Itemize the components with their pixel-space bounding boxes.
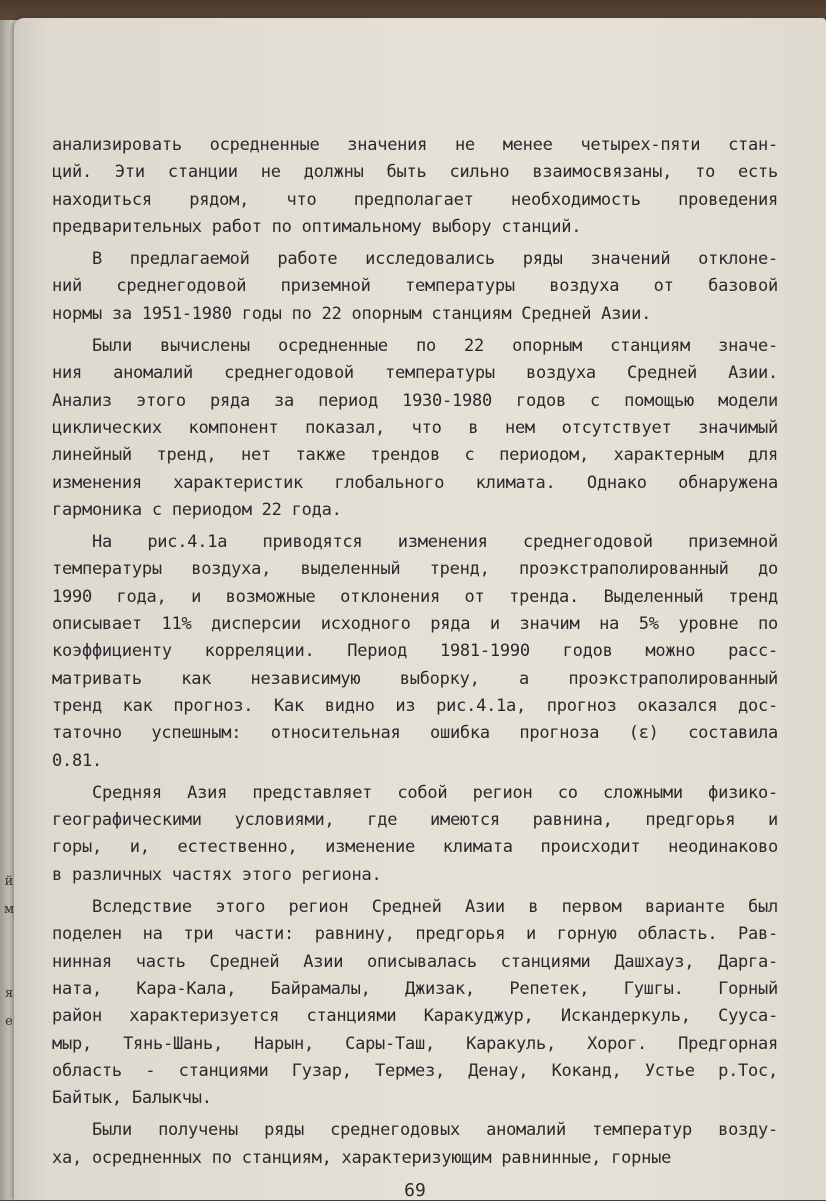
text-line: линейный тренд, нет также трендов с периодом, характерным для <box>52 445 778 466</box>
body-text <box>52 132 778 1177</box>
text-line: предварительных работ по оптимальному выбору станций. <box>52 216 582 237</box>
text-line: таточно успешным: относительная ошибка прогноза (ε) составила <box>52 723 778 744</box>
text-line: находиться рядом, что предполагает необходимость проведения <box>52 189 778 210</box>
text-line: поделен на три части: равнину, предгорья и горную область. Рав- <box>52 924 778 945</box>
text-line: Анализ этого ряда за период 1930-1980 годов с помощью модели <box>52 390 778 411</box>
text-line: район характеризуется станциями Каракуджур, Искандеркуль, Сууса- <box>52 1006 778 1027</box>
paragraph <box>52 894 778 1112</box>
text-line: изменения характеристик глобального климата. Однако обнаружена <box>52 472 778 493</box>
text-line: ний среднегодовой приземной температуры воздуха от базовой <box>52 276 778 297</box>
text-line: Байтык, Балыкчы. <box>52 1088 212 1109</box>
paragraph <box>52 1117 778 1172</box>
text-line: в различных частях этого региона. <box>52 864 382 885</box>
text-line: ната, Кара-Кала, Байрамалы, Джизак, Репетек, Гушгы. Горный <box>52 978 778 999</box>
paragraph <box>52 529 778 775</box>
text-line: Вследствие этого регион Средней Азии в первом варианте был <box>92 897 778 918</box>
adjacent-page-letter: е <box>5 1014 13 1029</box>
text-line: ций. Эти станции не должны быть сильно взаимосвязаны, то есть <box>52 162 778 183</box>
text-line: Были вычислены осредненные по 22 опорным станциям значе- <box>92 336 778 357</box>
page-number: 69 <box>404 1180 426 1201</box>
text-line: циклических компонент показал, что в нем отсутствует значимый <box>52 417 778 438</box>
paragraph <box>52 333 778 524</box>
text-line: географическими условиями, где имеются равнина, предгорья и <box>52 810 778 831</box>
text-line: тренд как прогноз. Как видно из рис.4.1а, прогноз оказался дос- <box>52 695 778 716</box>
text-line: гармоника с периодом 22 года. <box>52 499 342 520</box>
adjacent-page-letter: я <box>4 986 14 1001</box>
text-line: Были получены ряды среднегодовых аномалий температур возду- <box>92 1120 778 1141</box>
text-line: нормы за 1951-1980 годы по 22 опорным станциям Средней Азии. <box>52 303 652 324</box>
text-line: нинная часть Средней Азии описывалась станциями Дашхауз, Дарга- <box>52 951 778 972</box>
paragraph <box>52 246 778 328</box>
text-line: мыр, Тянь-Шань, Нарын, Сары-Таш, Каракуль, Хорог. Предгорная <box>52 1033 778 1054</box>
text-line: Средняя Азия представляет собой регион со сложными физико- <box>92 782 778 803</box>
paragraph <box>52 780 778 889</box>
text-line: матривать как независимую выборку, а проэкстраполированный <box>52 668 778 689</box>
text-line: На рис.4.1а приводятся изменения среднегодовой приземной <box>92 532 778 553</box>
text-line: 0.81. <box>52 750 102 771</box>
adjacent-page-letter: й <box>4 874 14 889</box>
text-line: температуры воздуха, выделенный тренд, проэкстраполированный до <box>52 559 778 580</box>
text-line: описывает 11% дисперсии исходного ряда и значим на 5% уровне по <box>52 614 778 635</box>
text-line: ния аномалий среднегодовой температуры воздуха Средней Азии. <box>52 363 778 384</box>
text-line: В предлагаемой работе исследовались ряды значений отклоне- <box>92 249 778 270</box>
text-line: коэффициенту корреляции. Период 1981-1990 годов можно расс- <box>52 641 778 662</box>
text-line: область - станциями Гузар, Термез, Денау, Коканд, Устье р.Тос, <box>52 1060 778 1081</box>
text-line: 1990 года, и возможные отклонения от тренда. Выделенный тренд <box>52 586 778 607</box>
text-line: анализировать осредненные значения не менее четырех-пяти стан- <box>52 135 778 155</box>
paragraph <box>52 132 778 241</box>
adjacent-page-letter: м <box>3 902 15 917</box>
document-page <box>14 18 826 1200</box>
text-line: горы, и, естественно, изменение климата происходит неодинаково <box>52 837 778 858</box>
text-line: ха, осредненных по станциям, характеризующим равнинные, горные <box>52 1147 672 1168</box>
